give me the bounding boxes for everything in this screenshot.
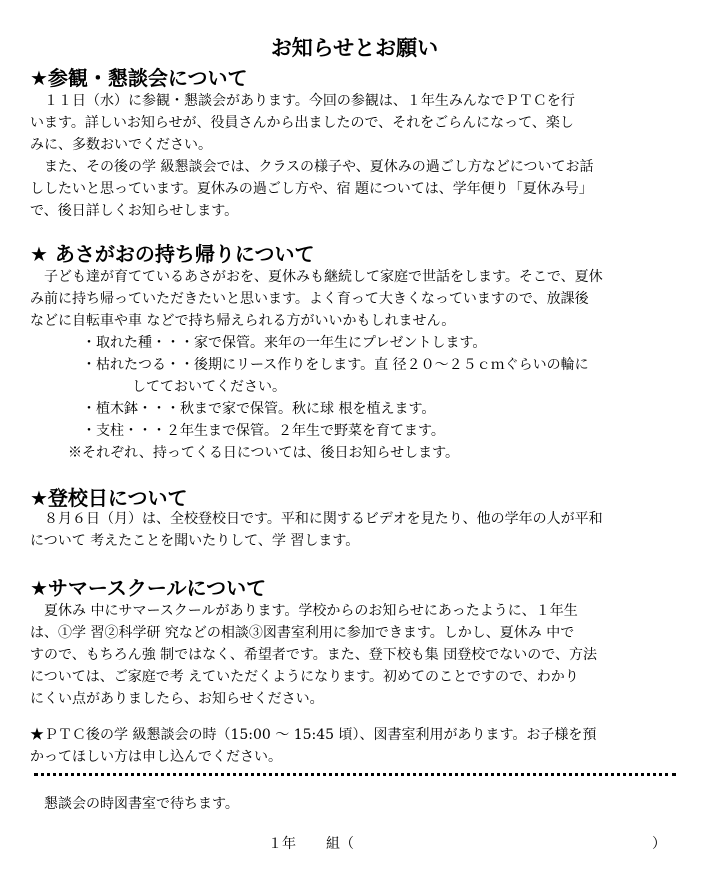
list-item: してておいてください。 bbox=[132, 379, 286, 395]
paragraph-line: ★ＰＴＣ後の学 級懇談会の時（15:00 ～ 15:45 頃）、図書室利用があります。お子様を預 bbox=[30, 727, 597, 743]
page-title: お知らせとお願い bbox=[270, 36, 439, 60]
paragraph-line: について 考えたことを聞いたりして、学 習します。 bbox=[30, 533, 360, 549]
list-item: ・支柱・・・２年生まで保管。２年生で野菜を育てます。 bbox=[82, 423, 445, 439]
section-heading-summer-school: ★サマースクールについて bbox=[30, 576, 267, 600]
item-list bbox=[30, 332, 680, 464]
section-body-summer-school bbox=[30, 600, 680, 710]
section-body-morning-glory bbox=[30, 266, 680, 332]
paragraph-line: かってほしい方は申し込んでください。 bbox=[30, 749, 282, 765]
list-item: ・植木鉢・・・秋まで家で保管。秋に球 根を植えます。 bbox=[82, 401, 436, 417]
close-paren: ） bbox=[652, 836, 666, 852]
paragraph-line: ８月６日（月）は、全校登校日です。平和に関するビデオを見たり、他の学年の人が平和 bbox=[30, 511, 603, 527]
name-field[interactable] bbox=[370, 833, 640, 851]
list-item: ・取れた種・・・家で保管。来年の一年生にプレゼントします。 bbox=[82, 335, 487, 351]
paragraph-line: は、①学 習②科学研 究などの相談③図書室利用に参加できます。しかし、夏休み 中で bbox=[30, 625, 575, 641]
section-body-school-day bbox=[30, 508, 680, 552]
cut-line bbox=[34, 773, 676, 776]
section-body-library bbox=[30, 724, 680, 768]
paragraph-line: で、後日詳しくお知らせします。 bbox=[30, 203, 239, 219]
paragraph-line: います。詳しいお知らせが、役員さんから出ましたので、それをごらんになって、楽し bbox=[30, 115, 574, 131]
paragraph-line: すので、もちろん強 制ではなく、希望者です。また、登下校も集 団登校でないので、方法 bbox=[30, 647, 597, 663]
section-heading-morning-glory: ★ あさがおの持ち帰りについて bbox=[30, 242, 315, 266]
section-body-visit bbox=[30, 90, 680, 222]
paragraph-line: ししたいと思っています。夏休みの過ごし方や、宿 題については、学年便り「夏休み号」 bbox=[30, 181, 593, 197]
paragraph-line: 子ども達が育てているあさがおを、夏休みも継続して家庭で世話をします。そこで、夏休 bbox=[30, 269, 603, 285]
paragraph-line: については、ご家庭で考 えていただくようになります。初めてのことですので、わかり bbox=[30, 669, 579, 685]
grade-label: １年 bbox=[268, 836, 296, 852]
section-heading-visit: ★参観・懇談会について bbox=[30, 66, 248, 90]
section-heading-school-day: ★登校日について bbox=[30, 486, 188, 510]
paragraph-line: にくい点がありましたら、お知らせください。 bbox=[30, 691, 324, 707]
paragraph-line: などに自転車や車 などで持ち帰えられる方がいいかもしれません。 bbox=[30, 313, 456, 329]
paragraph-line: また、その後の学 級懇談会では、クラスの様子や、夏休みの過ごし方などについてお話 bbox=[30, 159, 594, 175]
paragraph-line: み前に持ち帰っていただきたいと思います。よく育って大きくなっていますので、放課後 bbox=[30, 291, 589, 307]
paragraph-line: 夏休み 中にサマースクールがあります。学校からのお知らせにあったように、１年生 bbox=[30, 603, 578, 619]
list-note: ※それぞれ、持ってくる日については、後日お知らせします。 bbox=[68, 445, 460, 461]
class-label: 組（ bbox=[326, 836, 354, 852]
paragraph-line: １１日（水）に参観・懇談会があります。今回の参観は、１年生みんなでＰＴＣを行 bbox=[30, 93, 575, 109]
list-item: ・枯れたつる・・後期にリース作りをします。直 径２０～２５ｃｍぐらいの輪に bbox=[82, 357, 589, 373]
paragraph-line: みに、多数おいでください。 bbox=[30, 137, 212, 153]
reply-statement: 懇談会の時図書室で待ちます。 bbox=[44, 796, 239, 812]
